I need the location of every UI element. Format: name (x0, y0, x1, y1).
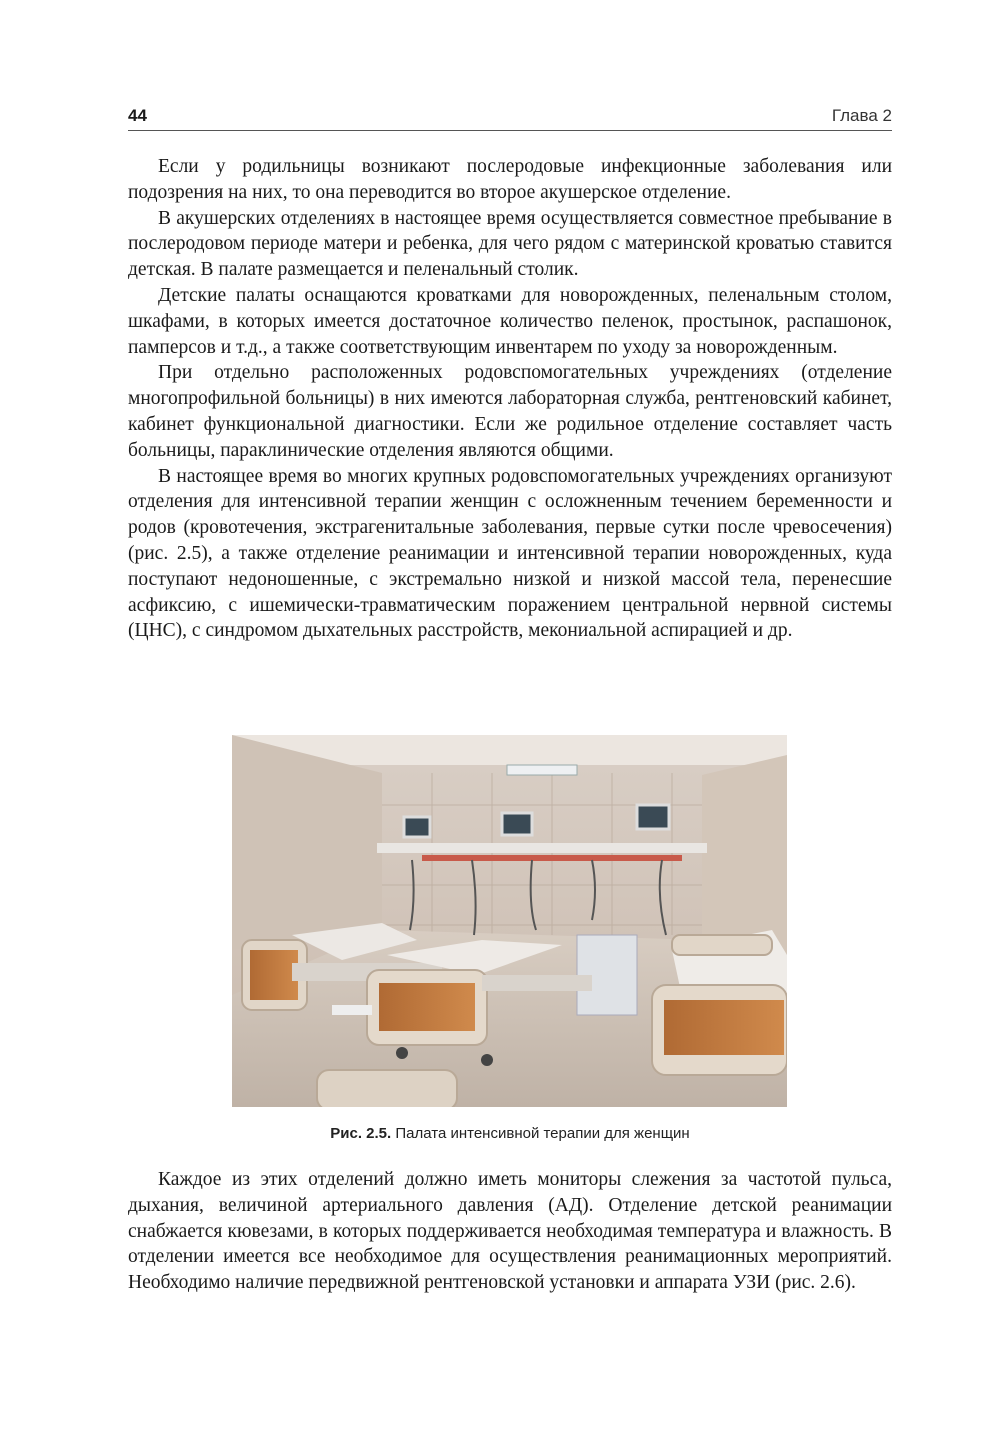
paragraph: Детские палаты оснащаются кроватками для новорожденных, пеленальным столом, шкафами, в которых имеется достаточное количество пеленок, простынок, распашонок, памперсов и т.д., а также соответствующим инвентарем по уходу за новорожденным. (128, 284, 892, 358)
body-text-top (128, 154, 892, 644)
paragraph: В акушерских отделениях в настоящее время осуществляется совместное пребывание в послеродовом периоде матери и ребенка, для чего рядом с материнской кроватью ставится детская. В палате размещается и пеленальный столик. (128, 207, 892, 281)
icu-ward-photo (232, 735, 787, 1107)
figure-label: Рис. 2.5. (330, 1125, 392, 1142)
body-text-bottom (128, 1167, 892, 1296)
figure-photo (232, 735, 787, 1107)
paragraph: Если у родильницы возникают послеродовые инфекционные заболевания или подозрения на них, то она переводится во второе акушерское отделение. (128, 156, 892, 203)
paragraph: Каждое из этих отделений должно иметь мониторы слежения за частотой пульса, дыхания, величиной артериального давления (АД). Отделение детской реанимации снабжается кювезами, в которых поддерживается необходимая температура и влажность. В отделении имеется все необходимое для осуществления реанимационных мероприятий. Необходимо наличие передвижной рентгеновской установки и аппарата УЗИ (рис. 2.6). (128, 1169, 892, 1294)
paragraph: При отдельно расположенных родовспомогательных учреждениях (отделение многопрофильной больницы) в них имеются лабораторная служба, рентгеновский кабинет, кабинет функциональной диагностики. Если же родильное отделение составляет часть больницы, параклинические отделения являются общими. (128, 362, 892, 461)
figure-caption-text: Палата интенсивной терапии для женщин (395, 1125, 690, 1142)
chapter-title: Глава 2 (831, 106, 892, 125)
page-number: 44 (128, 106, 147, 125)
figure-caption (128, 1125, 892, 1142)
page-header (128, 104, 892, 131)
paragraph: В настоящее время во многих крупных родовспомогательных учреждениях организуют отделения для интенсивной терапии женщин с осложненным течением беременности и родов (кровотечения, экстрагенитальные заболевания, первые сутки после чревосечения) (рис. 2.5), а также отделение реанимации и интенсивной терапии новорожденных, куда поступают недоношенные, с экстремально низкой и низкой массой тела, перенесшие асфиксию, с ишемически-травматическим поражением центральной нервной системы (ЦНС), с синдромом дыхательных расстройств, мекониальной аспирацией и др. (128, 465, 892, 642)
